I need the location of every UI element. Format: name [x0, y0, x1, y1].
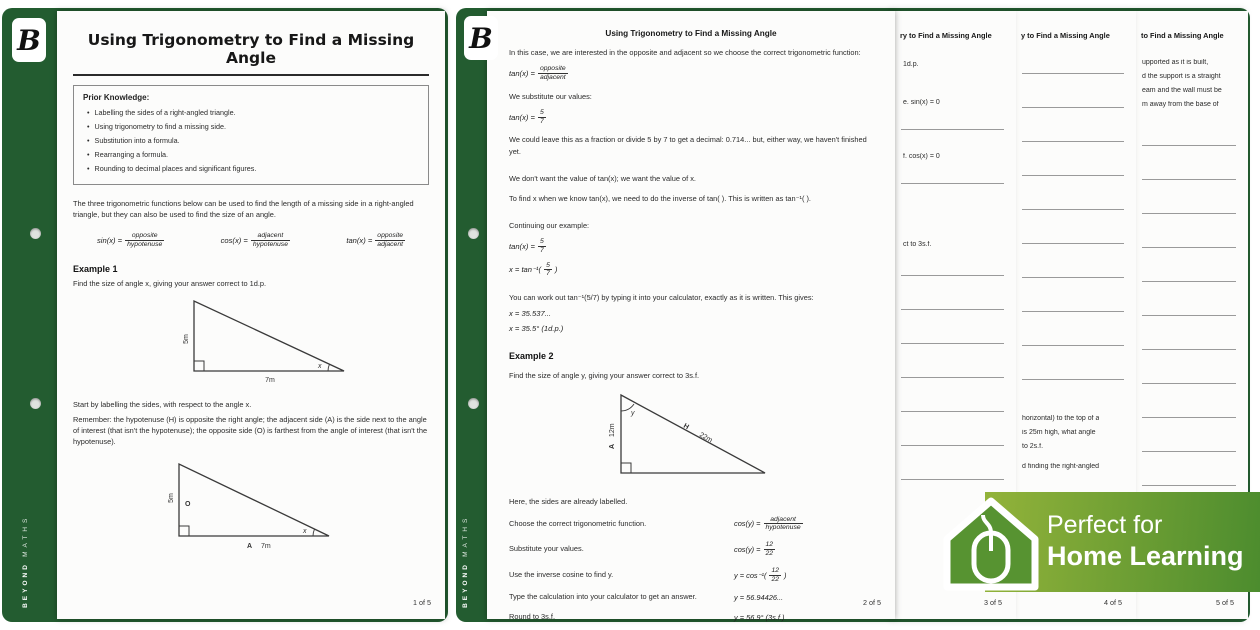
- prior-knowledge-item: • Rearranging a formula.: [83, 148, 419, 162]
- step-text: Type the calculation into your calculator to get an answer.: [509, 592, 697, 602]
- step-math: y = 56.9° (3s.f.): [734, 612, 785, 622]
- answer-line: [901, 411, 1004, 412]
- page4-header-fragment: y to Find a Missing Angle: [1021, 31, 1110, 40]
- step-math: y = cos⁻¹( $\frac{12}{22}$ ): [734, 566, 787, 583]
- binder-hole: [468, 228, 479, 239]
- answer-line: [1142, 247, 1236, 248]
- sin-formula: sin(x) = $\frac{\text{opposite}}{\text{hypotenuse}}$: [97, 232, 163, 249]
- cos-formula: cos(x) = $\frac{\text{adjacent}}{\text{hypotenuse}}$: [220, 232, 288, 249]
- hypotenuse-length-label: 22m: [698, 432, 714, 445]
- prior-knowledge-item: • Labelling the sides of a right-angled triangle.: [83, 106, 419, 120]
- answer-line: [1022, 311, 1124, 312]
- step-math: y = 56.94426...: [734, 593, 784, 603]
- answer-line: [901, 343, 1004, 344]
- answer-line: [1142, 349, 1236, 350]
- answer-line: [1022, 73, 1124, 74]
- tan-values-formula-2: tan(x) = $\frac{5}{7}$: [509, 238, 544, 254]
- prior-knowledge-item: • Substitution into a formula.: [83, 134, 419, 148]
- para-calculator: You can work out tan⁻¹(5/7) by typing it into your calculator, exactly as it is written. This gives:: [509, 293, 814, 303]
- text-fragment: horizontal) to the top of a: [1022, 415, 1100, 422]
- example2-triangle-diagram: [587, 387, 777, 487]
- page-number: 2 of 5: [863, 598, 881, 607]
- step-text: Round to 3s.f.: [509, 611, 556, 621]
- answer-line: [1142, 485, 1236, 486]
- para-continuing: Continuing our example:: [509, 220, 590, 230]
- beyond-logo-letter: B: [469, 21, 493, 55]
- text-fragment: 1d.p.: [903, 61, 919, 68]
- triangle-angle-label: x: [318, 363, 322, 371]
- answer-line: [1142, 315, 1236, 316]
- answer-line: [1142, 145, 1236, 146]
- answer-line: [1022, 379, 1124, 380]
- text-fragment: eam and the wall must be: [1142, 87, 1222, 94]
- binder-hole: [468, 398, 479, 409]
- trig-formulas-row: [97, 232, 405, 249]
- text-fragment: to 2s.f.: [1022, 443, 1044, 450]
- text-fragment: ct to 3s.f.: [903, 241, 932, 248]
- example1-labelled-triangle-diagram: [137, 458, 337, 554]
- example2-heading: Example 2: [509, 351, 554, 362]
- tan-values-formula: tan(x) = $\frac{5}{7}$: [509, 108, 544, 125]
- bullet-icon: •: [87, 122, 90, 132]
- binder-hole: [30, 398, 41, 409]
- example1-heading: Example 1: [73, 264, 118, 274]
- example1-triangle-diagram: [152, 295, 352, 387]
- answer-line: [901, 445, 1004, 446]
- triangle-base-label: 7m: [265, 377, 275, 385]
- example2-steps: [509, 516, 873, 623]
- triangle-angle-label: x: [303, 527, 307, 535]
- text-fragment: is 25m high, what angle: [1022, 429, 1096, 436]
- triangle-left-side-label: 12m: [609, 423, 616, 438]
- inverse-tan-line: x = tan⁻¹( $\frac{5}{7}$ ): [509, 261, 558, 278]
- bullet-icon: •: [87, 108, 90, 117]
- answer-line: [1142, 281, 1236, 282]
- beyond-logo-letter: B: [17, 23, 41, 57]
- brand-maths-text: MATHS: [22, 515, 29, 558]
- triangle-left-side-label: 5m: [168, 492, 175, 503]
- house-with-computer-mouse-icon: [941, 495, 1041, 591]
- binder-hole: [30, 228, 41, 239]
- para-inverse: To find x when we know tan(x), we need to do the inverse of tan( ). This is written as tan⁻¹( ).: [509, 193, 811, 203]
- page-number: 5 of 5: [1216, 598, 1234, 607]
- bullet-icon: •: [87, 150, 90, 160]
- para-substitute: We substitute our values:: [509, 91, 592, 101]
- answer-line: [1022, 209, 1124, 210]
- text-fragment: m away from the base of: [1142, 101, 1219, 108]
- page5-header-fragment: to Find a Missing Angle: [1141, 31, 1224, 40]
- page-number: 1 of 5: [413, 598, 431, 607]
- brand-maths-text: MATHS: [462, 515, 469, 558]
- tan-formula: tan(x) = $\frac{\text{opposite}}{\text{adjacent}}$: [346, 232, 403, 249]
- text-fragment: d finding the right-angled: [1022, 463, 1100, 470]
- prior-knowledge-heading: Prior Knowledge:: [83, 93, 150, 102]
- page3-header-fragment: ry to Find a Missing Angle: [900, 31, 992, 40]
- step-text: Substitute your values.: [509, 544, 584, 554]
- result-rounded: x = 35.5° (1d.p.): [509, 324, 564, 334]
- answer-line: [1142, 383, 1236, 384]
- answer-line: [1142, 451, 1236, 452]
- left-preview-panel: [2, 8, 448, 622]
- step-math: cos(y) = $\frac{\text{adjacent}}{\text{hypotenuse}}$: [734, 515, 801, 532]
- para-choose-function: In this case, we are interested in the opposite and adjacent so we choose the correct trigonometric function:: [509, 48, 861, 57]
- prior-knowledge-item: • Using trigonometry to find a missing side.: [83, 120, 419, 134]
- para-labelled: Here, the sides are already labelled.: [509, 497, 628, 507]
- text-fragment: upported as it is built,: [1142, 59, 1209, 66]
- text-fragment: d the support is a straight: [1142, 73, 1221, 80]
- brand-beyond-text: BEYOND: [462, 562, 469, 608]
- beyond-maths-vertical-brand: [22, 515, 29, 608]
- triangle-left-side-label: 5m: [183, 334, 190, 344]
- answer-line: [1022, 277, 1124, 278]
- intro-paragraph: The three trigonometric functions below can be used to find the length of a missing side in a right-angled triangle, but they can also be used to find the size of an angle.: [73, 199, 414, 220]
- page-number: 3 of 5: [984, 598, 1002, 607]
- hypotenuse-letter: H: [682, 423, 690, 432]
- opposite-side-letter: O: [185, 500, 191, 508]
- brand-beyond-text: BEYOND: [22, 562, 29, 608]
- triangle-base-label: 7m: [261, 542, 271, 550]
- bullet-icon: •: [87, 164, 90, 174]
- bullet-icon: •: [87, 136, 90, 146]
- prior-knowledge-item: • Rounding to decimal places and significant figures.: [83, 162, 419, 176]
- answer-line: [901, 129, 1004, 130]
- para-decimal: We could leave this as a fraction or divide 5 by 7 to get a decimal: 0.714... but, either way, we haven't finished yet.: [509, 135, 867, 156]
- example1-prompt: Find the size of angle x, giving your answer correct to 1d.p.: [73, 279, 267, 288]
- answer-line: [901, 309, 1004, 310]
- answer-line: [901, 377, 1004, 378]
- step-math: cos(y) = $\frac{12}{22}$: [734, 541, 774, 558]
- tan-definition-formula: tan(x) = $\frac{\text{opposite}}{\text{adjacent}}$: [509, 65, 566, 81]
- remember-note: Remember: the hypotenuse (H) is opposite the right angle; the adjacent side (A) is the side next to the angle of interest (that isn't the hypotenuse); the opposite side (O) is farthest from the angle of interest (that isn't the hypotenuse).: [73, 415, 428, 447]
- answer-line: [1142, 417, 1236, 418]
- badge-line1: Perfect for: [1047, 511, 1163, 540]
- answer-line: [1022, 345, 1124, 346]
- answer-line: [901, 183, 1004, 184]
- beyond-maths-vertical-brand: [462, 515, 469, 608]
- adjacent-side-letter: A: [609, 444, 616, 450]
- beyond-logo: [12, 18, 46, 62]
- answer-line: [901, 275, 1004, 276]
- answer-line: [1022, 141, 1124, 142]
- worksheet-page-2: [487, 11, 895, 622]
- answer-line: [1142, 213, 1236, 214]
- answer-line: [1022, 107, 1124, 108]
- answer-line: [1022, 243, 1124, 244]
- answer-line: [1022, 175, 1124, 176]
- page-title: Using Trigonometry to Find a Missing Angle: [73, 31, 429, 76]
- text-fragment: e. sin(x) = 0: [903, 99, 940, 106]
- triangle-angle-label: y: [631, 410, 635, 418]
- step-text: Choose the correct trigonometric function.: [509, 518, 647, 528]
- answer-line: [901, 479, 1004, 480]
- badge-line2: Home Learning: [1047, 541, 1244, 572]
- beyond-logo: [464, 16, 498, 60]
- text-fragment: f. cos(x) = 0: [903, 153, 940, 160]
- prior-knowledge-box: [73, 85, 429, 185]
- page2-header: Using Trigonometry to Find a Missing Angle: [605, 29, 777, 38]
- para-want-x: We don't want the value of tan(x); we want the value of x.: [509, 173, 696, 183]
- labelling-note: Start by labelling the sides, with respect to the angle x.: [73, 400, 252, 410]
- page-number: 4 of 5: [1104, 598, 1122, 607]
- worksheet-page-1: [57, 11, 445, 619]
- step-text: Use the inverse cosine to find y.: [509, 569, 614, 579]
- result-raw: x = 35.537...: [509, 309, 552, 319]
- answer-line: [1142, 179, 1236, 180]
- example2-prompt: Find the size of angle y, giving your answer correct to 3s.f.: [509, 371, 700, 381]
- adjacent-side-letter: A: [247, 542, 253, 550]
